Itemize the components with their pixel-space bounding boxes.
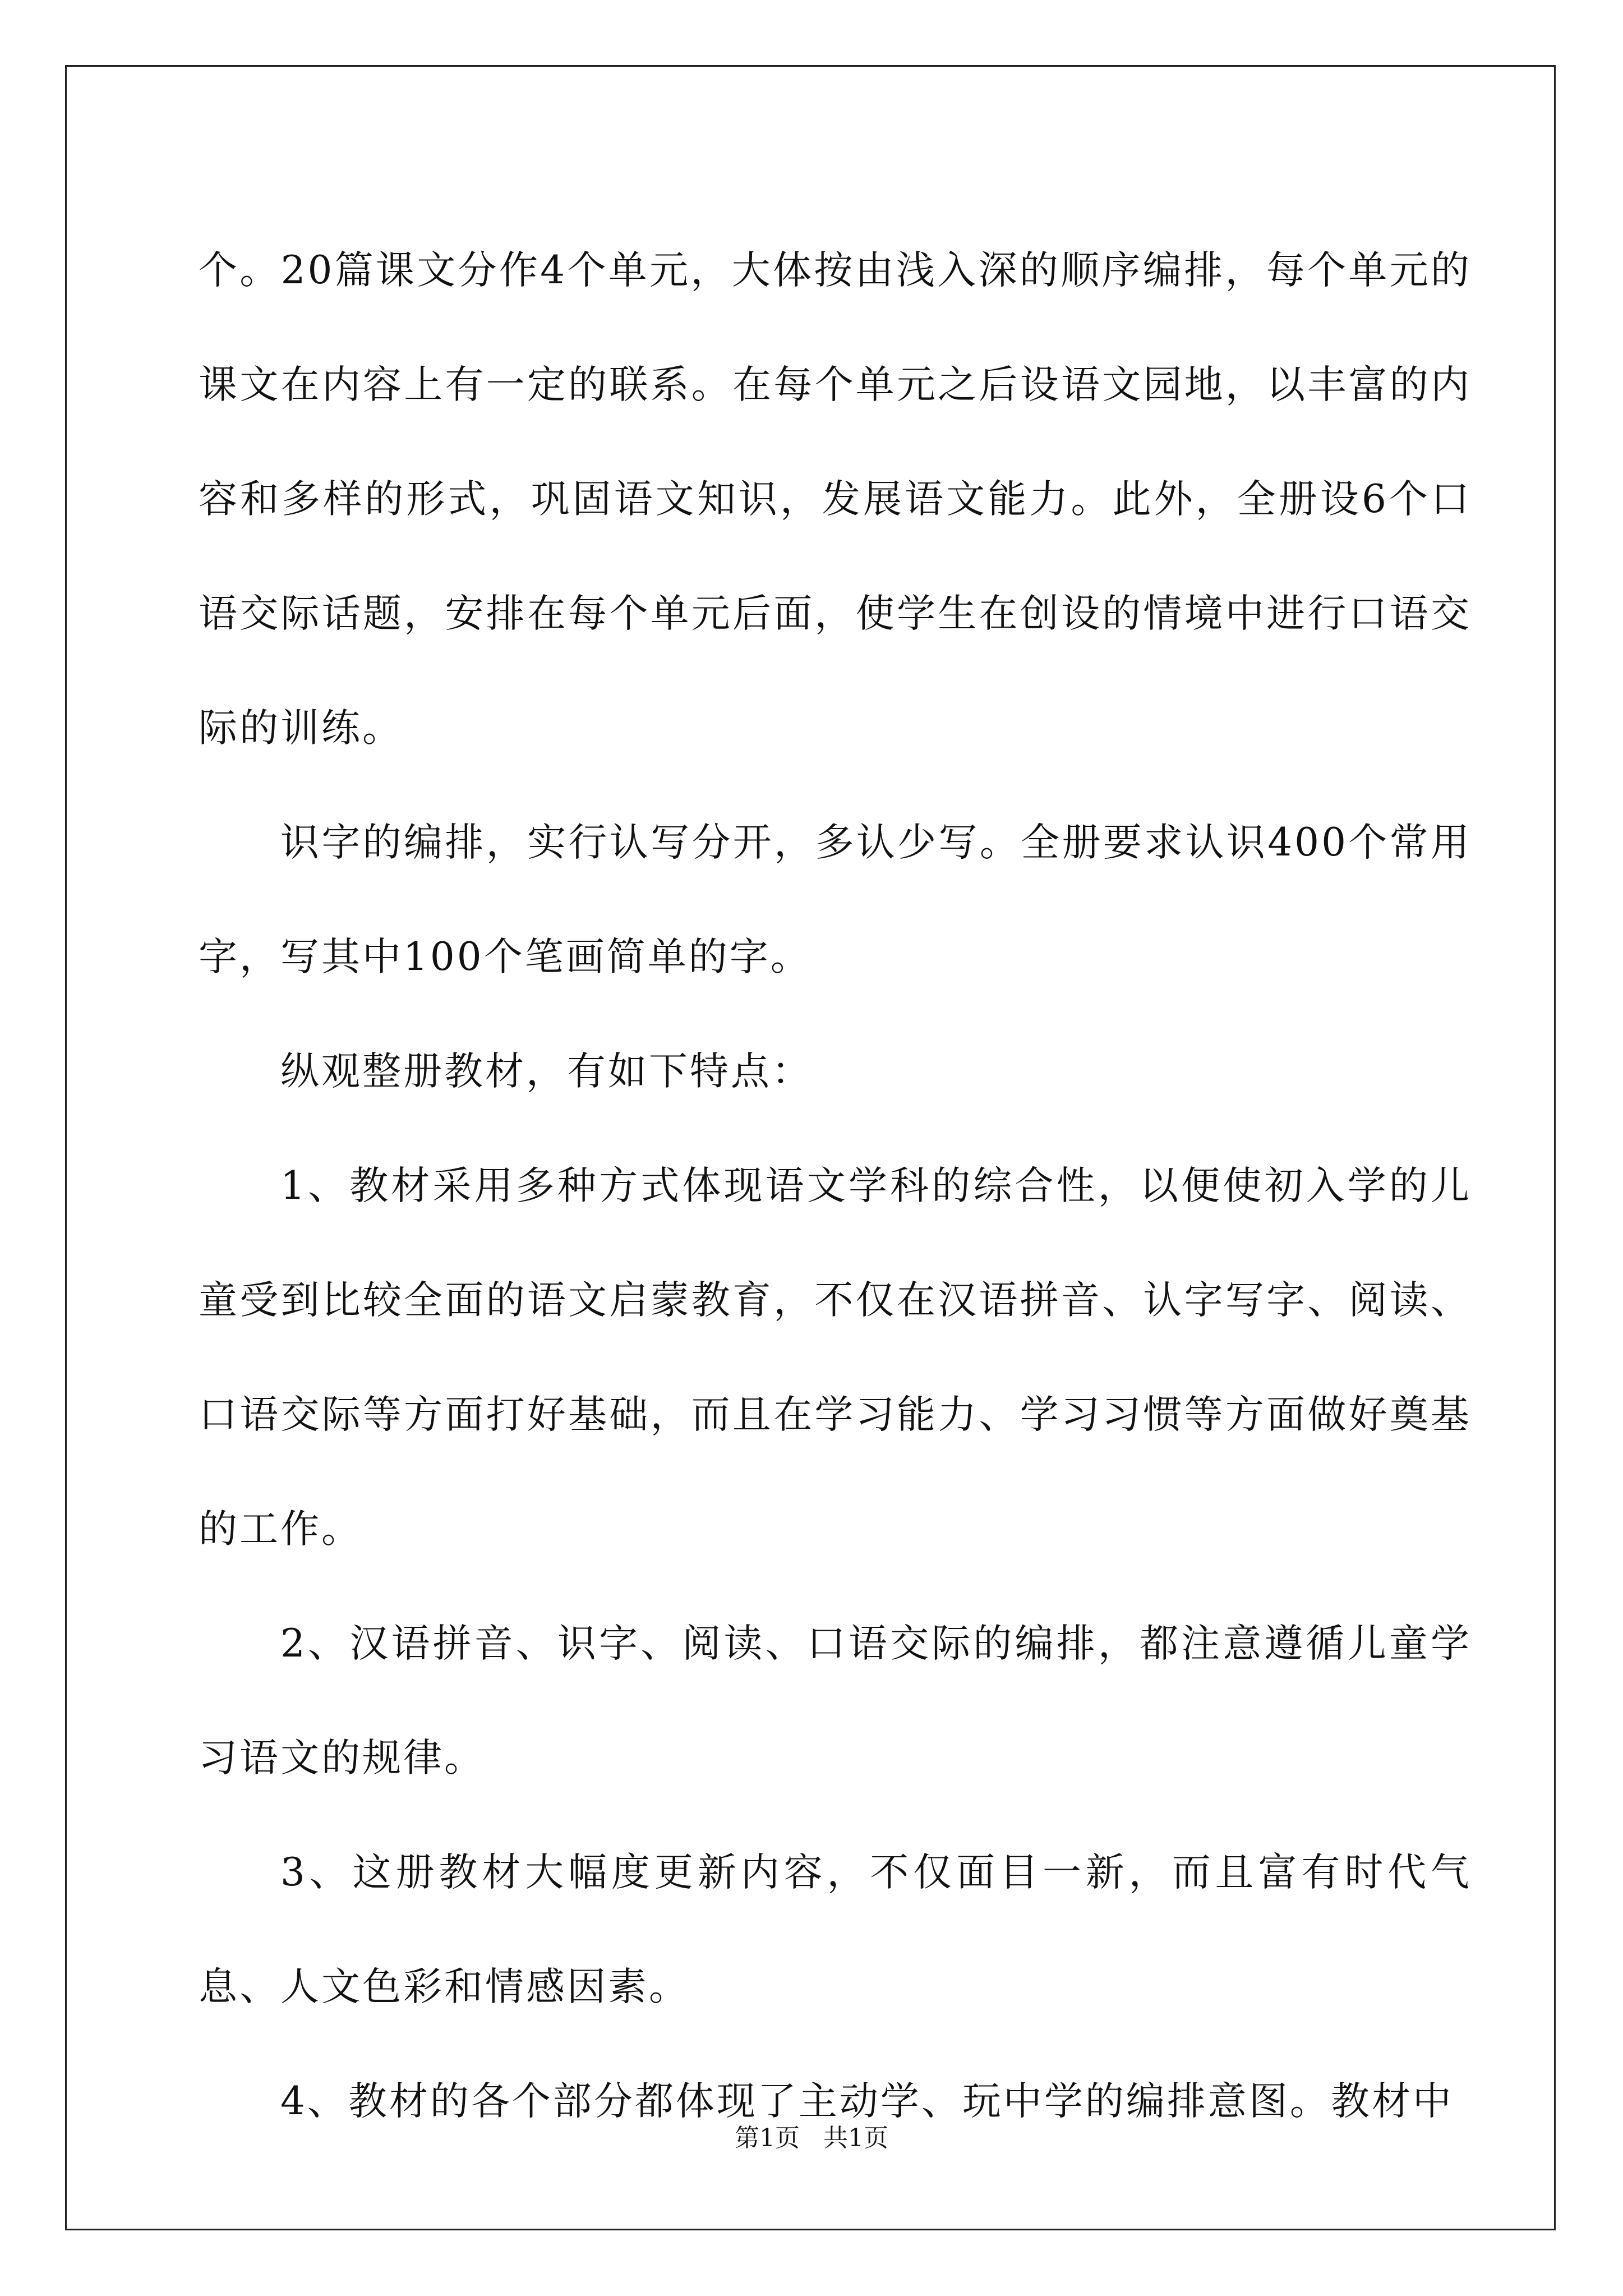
paragraph-3: 纵观整册教材，有如下特点： xyxy=(280,1049,813,1094)
paragraph-1: 个。20篇课文分作4个单元，大体按由浅入深的顺序编排，每个单元的课文在内容上有一定的联系。在每个单元之后设语文园地，以丰富的内容和多样的形式，巩固语文知识，发展语文能力。此外，全册设6个口语交际话题，安排在每个单元后面，使学生在创设的情境中进行口语交际的训练。 xyxy=(199,248,1472,751)
paragraph-6: 3、这册教材大幅度更新内容，不仅面目一新，而且富有时代气息、人文色彩和情感因素。 xyxy=(199,1850,1472,2009)
page-footer xyxy=(0,2122,1623,2155)
paragraph-7: 4、教材的各个部分都体现了主动学、玩中学的编排意图。教材中 xyxy=(280,2079,1454,2124)
page-number: 第1页 xyxy=(735,2124,800,2152)
paragraph-2: 识字的编排，实行认写分开，多认少写。全册要求认识400个常用字，写其中100个笔画简单的字。 xyxy=(199,820,1472,979)
paragraph-4: 1、教材采用多种方式体现语文学科的综合性，以便使初入学的儿童受到比较全面的语文启蒙教育，不仅在汉语拼音、认字写字、阅读、口语交际等方面打好基础，而且在学习能力、学习习惯等方面做好奠基的工作。 xyxy=(199,1163,1472,1552)
page-total: 共1页 xyxy=(823,2124,888,2152)
document-body xyxy=(199,213,1472,2159)
paragraph-5: 2、汉语拼音、识字、阅读、口语交际的编排，都注意遵循儿童学习语文的规律。 xyxy=(199,1621,1472,1780)
